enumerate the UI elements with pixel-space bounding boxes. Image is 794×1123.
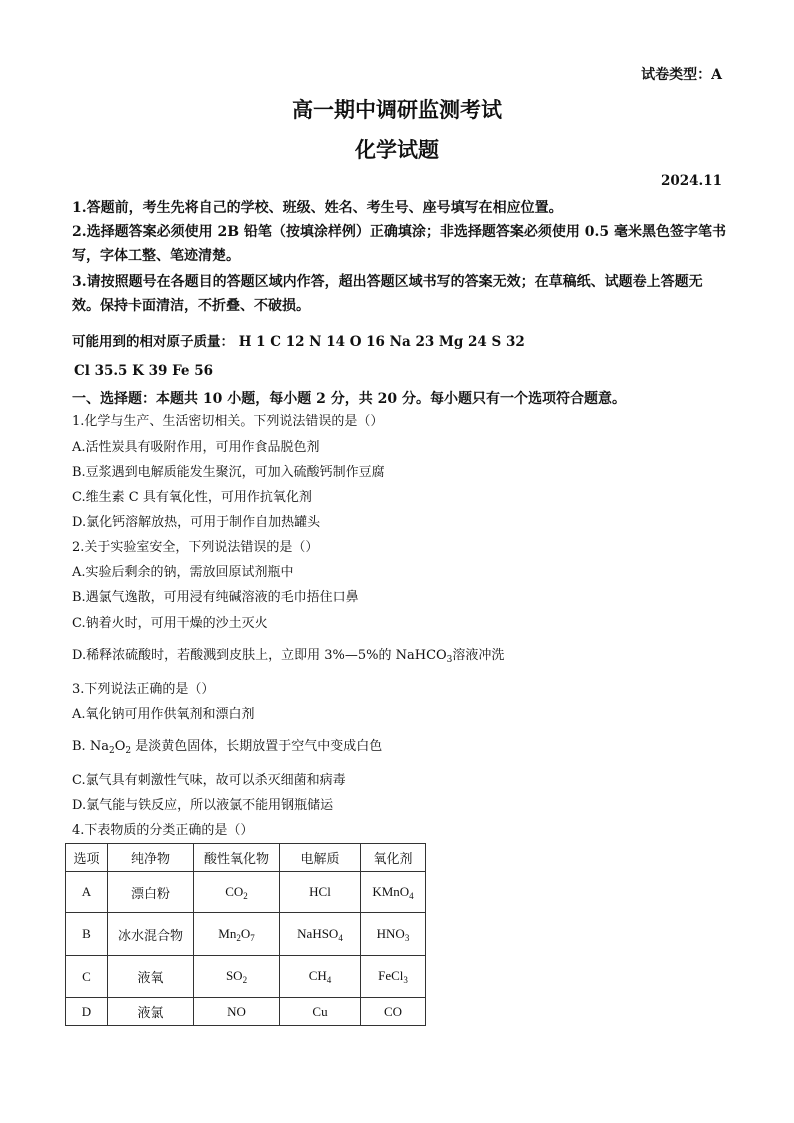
cell-option: A	[66, 872, 108, 913]
q2-option-d: D.稀释浓硫酸时，若酸溅到皮肤上，立即用 3%—5%的 NaHCO$_3$溶液冲洗	[72, 648, 505, 665]
table-row	[66, 872, 426, 913]
q1-option-d: D.氯化钙溶解放热，可用于制作自加热罐头	[72, 515, 321, 530]
exam-date: 2024.11	[660, 173, 722, 189]
classification-table	[65, 843, 426, 1026]
table-row	[66, 913, 426, 956]
cell-electrolyte: NaHSO$_4$	[280, 913, 361, 956]
q1-option-a: A.活性炭具有吸附作用，可用作食品脱色剂	[72, 440, 320, 455]
atomic-mass-line1: 可能用到的相对原子质量： H 1 C 12 N 14 O 16 Na 23 Mg 24 S 32	[72, 334, 525, 350]
notice-1: 1.答题前，考生先将自己的学校、班级、姓名、考生号、座号填写在相应位置。	[72, 200, 563, 216]
cell-oxidant: CO	[361, 998, 426, 1026]
col-header-pure: 纯净物	[108, 844, 194, 872]
cell-pure: 冰水混合物	[108, 913, 194, 956]
q2-option-c: C.钠着火时，可用干燥的沙土灭火	[72, 616, 268, 631]
table-header-row	[66, 844, 426, 872]
cell-pure: 液氯	[108, 998, 194, 1026]
cell-acid-oxide: $SO_2$	[194, 956, 280, 998]
cell-acid-oxide: $Mn_2O_7$	[194, 913, 280, 956]
cell-electrolyte: $CH_4$	[280, 956, 361, 998]
cell-option: B	[66, 913, 108, 956]
q2-option-b: B.遇氯气逸散，可用浸有纯碱溶液的毛巾捂住口鼻	[72, 590, 359, 605]
table-row	[66, 998, 426, 1026]
cell-pure: 漂白粉	[108, 872, 194, 913]
q2-stem: 2.关于实验室安全，下列说法错误的是（）	[72, 540, 319, 555]
col-header-acid-oxide: 酸性氧化物	[194, 844, 280, 872]
cell-electrolyte: HCl	[280, 872, 361, 913]
cell-electrolyte: Cu	[280, 998, 361, 1026]
cell-oxidant: FeCl$_3$	[361, 956, 426, 998]
notice-3: 3.请按照题号在各题目的答题区域内作答，超出答题区域书写的答案无效；在草稿纸、试题卷上答题无效。保持卡面清洁，不折叠、不破损。	[72, 274, 703, 314]
col-header-oxidant: 氧化剂	[361, 844, 426, 872]
cell-acid-oxide: $CO_2$	[194, 872, 280, 913]
col-header-electrolyte: 电解质	[280, 844, 361, 872]
cell-pure: 液氧	[108, 956, 194, 998]
notice-2: 2.选择题答案必须使用 2B 铅笔（按填涂样例）正确填涂；非选择题答案必须使用 0.5 毫米黑色签字笔书写，字体工整、笔迹清楚。	[72, 224, 727, 264]
exam-type-label: 试卷类型：A	[641, 67, 722, 83]
table-row	[66, 956, 426, 998]
subject-title: 化学试题	[355, 137, 439, 162]
q4-stem: 4.下表物质的分类正确的是（）	[72, 823, 254, 838]
cell-oxidant: $HNO_3$	[361, 913, 426, 956]
cell-option: D	[66, 998, 108, 1026]
q1-stem: 1.化学与生产、生活密切相关。下列说法错误的是（）	[72, 414, 384, 429]
q1-option-c: C.维生素 C 具有氧化性，可用作抗氧化剂	[72, 490, 312, 505]
q3-option-d: D.氯气能与铁反应，所以液氯不能用钢瓶储运	[72, 798, 334, 813]
exam-title: 高一期中调研监测考试	[292, 97, 502, 122]
q1-option-b: B.豆浆遇到电解质能发生聚沉，可加入硫酸钙制作豆腐	[72, 465, 385, 480]
cell-acid-oxide: NO	[194, 998, 280, 1026]
q2-option-a: A.实验后剩余的钠，需放回原试剂瓶中	[72, 565, 294, 580]
q3-option-b: B. $Na_2O_2$ 是淡黄色固体，长期放置于空气中变成白色	[72, 739, 383, 756]
q3-stem: 3.下列说法正确的是（）	[72, 682, 215, 697]
cell-option: C	[66, 956, 108, 998]
q3-option-a: A.氧化钠可用作供氧剂和漂白剂	[72, 707, 255, 722]
atomic-mass-line2: Cl 35.5 K 39 Fe 56	[74, 363, 213, 379]
col-header-option: 选项	[66, 844, 108, 872]
cell-oxidant: KMnO$_4$	[361, 872, 426, 913]
section1-heading: 一、选择题：本题共 10 小题，每小题 2 分，共 20 分。每小题只有一个选项符合题意。	[72, 391, 626, 407]
q3-option-c: C.氯气具有刺激性气味，故可以杀灭细菌和病毒	[72, 773, 346, 788]
